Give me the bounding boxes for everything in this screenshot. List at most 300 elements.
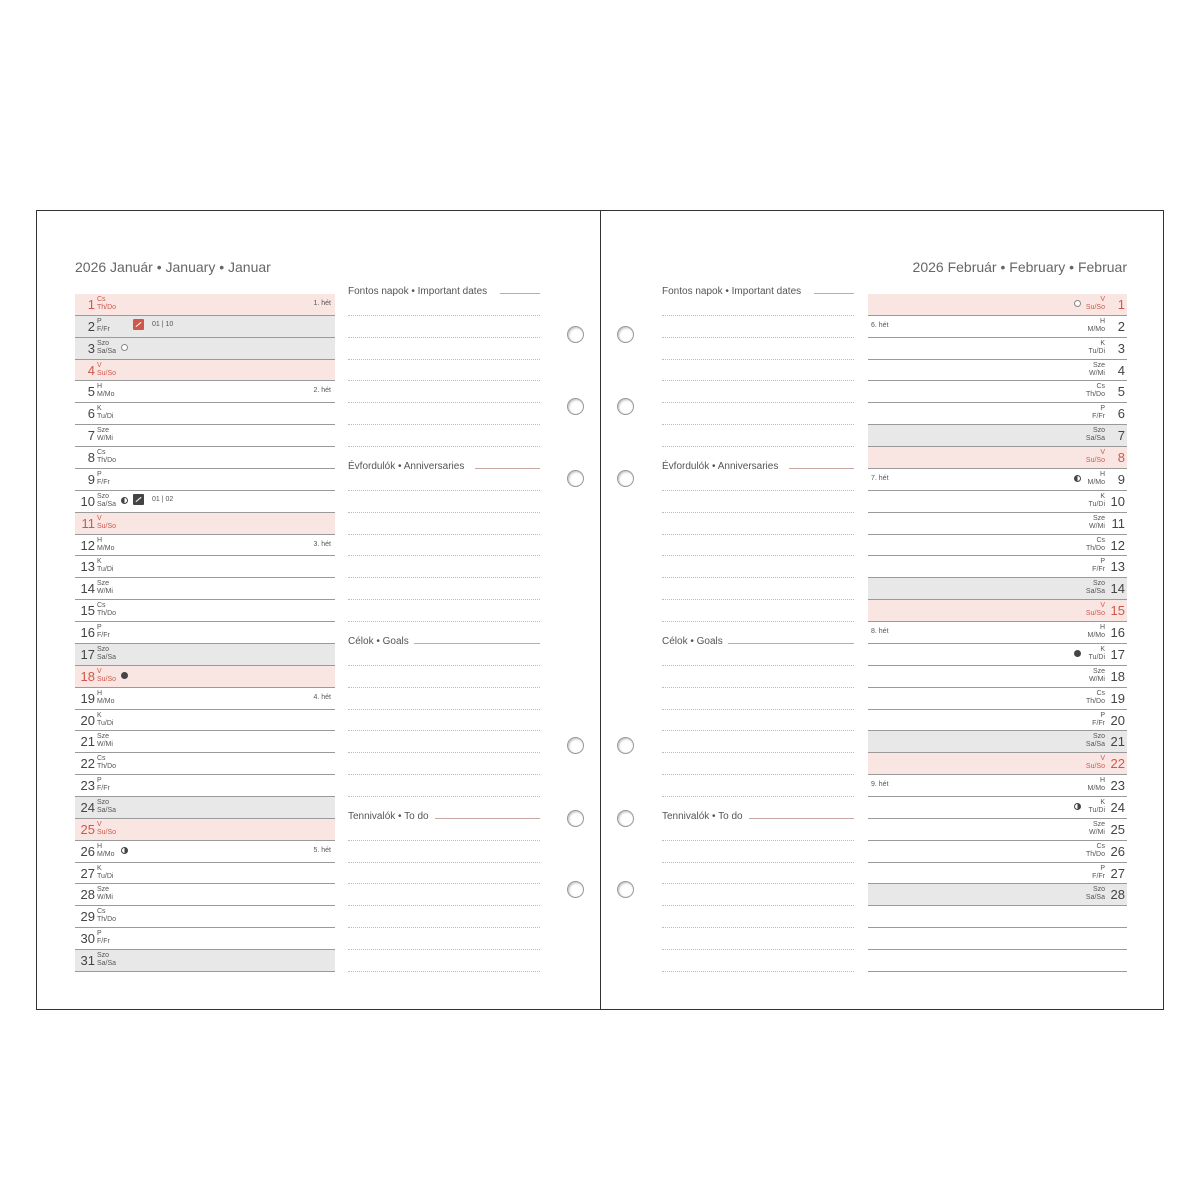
full-moon-icon bbox=[1074, 300, 1081, 307]
writing-line bbox=[348, 621, 540, 622]
writing-line bbox=[348, 380, 540, 381]
weekday-abbrev bbox=[97, 821, 116, 837]
day-number: 11 bbox=[1111, 515, 1125, 531]
day-row bbox=[75, 797, 335, 819]
day-row bbox=[75, 753, 335, 775]
day-number: 19 bbox=[80, 690, 95, 706]
day-number: 20 bbox=[80, 712, 95, 728]
weekday-abbrev bbox=[97, 383, 115, 399]
writing-line bbox=[662, 599, 854, 600]
weekday-abbrev bbox=[97, 427, 113, 443]
weekday-hu: V bbox=[1100, 449, 1105, 457]
weekday-en: Th/Do bbox=[1085, 697, 1105, 705]
weekday-en: Sa/Sa bbox=[1085, 588, 1105, 596]
writing-line bbox=[662, 512, 854, 513]
writing-line bbox=[662, 534, 854, 535]
punch-hole bbox=[617, 810, 634, 827]
day-row bbox=[868, 491, 1127, 513]
punch-hole bbox=[617, 470, 634, 487]
weekday-hu: H bbox=[97, 536, 103, 544]
weekday-en: M/Mo bbox=[97, 850, 115, 858]
day-number: 31 bbox=[80, 953, 95, 969]
day-row bbox=[868, 666, 1127, 688]
day-number: 25 bbox=[80, 821, 95, 837]
weekday-hu: Cs bbox=[97, 755, 106, 763]
weekday-abbrev bbox=[1089, 821, 1105, 837]
day-row bbox=[868, 360, 1127, 382]
weekday-en: W/Mi bbox=[1089, 675, 1105, 683]
weekday-hu: P bbox=[97, 777, 102, 785]
weekday-abbrev bbox=[97, 712, 113, 728]
weekday-hu: K bbox=[1100, 339, 1105, 347]
weekday-en: Tu/Di bbox=[97, 413, 114, 421]
weekday-hu: Sze bbox=[97, 580, 110, 588]
weekday-en: Th/Do bbox=[1085, 391, 1105, 399]
weekday-hu: V bbox=[97, 667, 102, 675]
day-row bbox=[868, 403, 1127, 425]
goals-label: Célok • Goals bbox=[662, 636, 729, 647]
weekday-hu: P bbox=[97, 930, 102, 938]
day-number: 20 bbox=[1110, 712, 1125, 728]
weekday-hu: V bbox=[97, 361, 102, 369]
weekday-hu: K bbox=[1100, 799, 1105, 806]
section-rule bbox=[749, 818, 854, 819]
weekday-abbrev bbox=[97, 602, 116, 618]
section-rule bbox=[500, 293, 540, 294]
writing-line bbox=[662, 621, 854, 622]
important-dates-header-right bbox=[662, 286, 854, 297]
weekday-hu: Szo bbox=[1092, 886, 1105, 894]
weekday-abbrev bbox=[1086, 602, 1105, 618]
day-row bbox=[868, 710, 1127, 732]
weekday-abbrev bbox=[1088, 777, 1106, 793]
weekday-hu: K bbox=[97, 711, 102, 719]
weekday-en: Th/Do bbox=[97, 916, 117, 924]
day-row bbox=[75, 644, 335, 666]
weekday-hu: Sze bbox=[1092, 514, 1105, 522]
weekday-hu: P bbox=[97, 317, 102, 325]
weekday-en: F/Fr bbox=[97, 325, 110, 333]
day-row bbox=[868, 884, 1127, 906]
weekday-abbrev bbox=[97, 843, 115, 859]
anniversaries-header-right bbox=[662, 461, 854, 472]
day-row bbox=[868, 688, 1127, 710]
day-row bbox=[75, 491, 335, 513]
last-quarter-moon-icon bbox=[121, 497, 128, 504]
writing-line bbox=[348, 446, 540, 447]
weekday-hu: Cs bbox=[1096, 536, 1105, 544]
day-row bbox=[75, 688, 335, 710]
weekday-en: Tu/Di bbox=[1088, 653, 1105, 661]
holiday-icon bbox=[133, 319, 144, 330]
weekday-abbrev bbox=[1092, 712, 1105, 728]
weekday-en: Th/Do bbox=[1085, 850, 1105, 858]
day-number: 10 bbox=[1110, 493, 1125, 509]
day-number: 28 bbox=[1110, 887, 1125, 903]
weekday-abbrev bbox=[1089, 340, 1105, 356]
todo-label: Tennivalók • To do bbox=[662, 811, 749, 822]
writing-line bbox=[348, 687, 540, 688]
writing-line bbox=[348, 883, 540, 884]
day-row bbox=[868, 513, 1127, 535]
first-quarter-moon-icon bbox=[121, 847, 128, 854]
weekday-abbrev bbox=[1088, 624, 1106, 640]
writing-line bbox=[662, 949, 854, 950]
weekday-en: M/Mo bbox=[1087, 325, 1105, 333]
day-number: 24 bbox=[80, 800, 95, 815]
day-number: 13 bbox=[1110, 559, 1125, 575]
punch-hole bbox=[617, 881, 634, 898]
day-number: 10 bbox=[80, 493, 95, 509]
weekday-hu: K bbox=[97, 558, 102, 566]
day-number: 12 bbox=[80, 537, 95, 553]
day-row bbox=[75, 731, 335, 753]
weekday-en: Tu/Di bbox=[97, 719, 114, 727]
day-number: 22 bbox=[1110, 756, 1125, 772]
new-moon-icon bbox=[1074, 650, 1081, 657]
weekday-abbrev bbox=[1086, 690, 1105, 706]
day-row bbox=[75, 403, 335, 425]
weekday-abbrev bbox=[1089, 362, 1105, 378]
last-quarter-moon-icon bbox=[1074, 475, 1081, 482]
weekday-abbrev bbox=[97, 296, 116, 312]
weekday-en: Su/So bbox=[97, 369, 117, 377]
day-number: 2 bbox=[1117, 318, 1125, 334]
weekday-en: F/Fr bbox=[97, 938, 110, 946]
week-number: 9. hét bbox=[871, 781, 889, 789]
writing-line bbox=[662, 883, 854, 884]
day-row bbox=[868, 775, 1127, 797]
writing-line bbox=[348, 315, 540, 316]
weekday-en: M/Mo bbox=[97, 544, 115, 552]
weekday-abbrev bbox=[1086, 886, 1105, 902]
weekday-abbrev bbox=[97, 580, 113, 596]
weekday-abbrev bbox=[1086, 755, 1105, 771]
weekday-en: M/Mo bbox=[1087, 632, 1105, 640]
day-row bbox=[868, 644, 1127, 666]
day-number: 12 bbox=[1110, 537, 1125, 553]
day-row bbox=[75, 819, 335, 841]
writing-line bbox=[348, 577, 540, 578]
important-dates-header-left bbox=[348, 286, 540, 297]
weekday-en: Su/So bbox=[1085, 763, 1105, 771]
weekday-abbrev bbox=[1089, 668, 1105, 684]
february-title: 2026 Február • February • Februar bbox=[912, 259, 1127, 275]
day-number: 19 bbox=[1110, 690, 1125, 706]
weekday-abbrev bbox=[1088, 471, 1106, 487]
weekday-en: Th/Do bbox=[97, 610, 117, 618]
punch-hole bbox=[567, 737, 584, 754]
writing-line bbox=[662, 774, 854, 775]
writing-line bbox=[348, 337, 540, 338]
weekday-abbrev bbox=[97, 515, 116, 531]
weekday-hu: P bbox=[1100, 405, 1105, 413]
day-row bbox=[868, 535, 1127, 557]
day-number: 29 bbox=[80, 909, 95, 925]
writing-line bbox=[662, 796, 854, 797]
weekday-hu: H bbox=[97, 383, 103, 391]
weekday-hu: V bbox=[1100, 602, 1105, 610]
section-rule bbox=[789, 468, 854, 469]
weekday-hu: K bbox=[97, 405, 102, 413]
week-number: 6. hét bbox=[871, 321, 889, 329]
day-row bbox=[868, 841, 1127, 863]
writing-line bbox=[348, 927, 540, 928]
weekday-en: Sa/Sa bbox=[97, 960, 117, 968]
week-number: 1. hét bbox=[313, 300, 331, 307]
weekday-hu: H bbox=[1099, 624, 1105, 632]
weekday-en: Th/Do bbox=[1085, 544, 1105, 552]
anniversaries-label: Évfordulók • Anniversaries bbox=[348, 461, 470, 472]
weekday-en: Sa/Sa bbox=[97, 347, 117, 355]
weekday-en: Sa/Sa bbox=[1085, 894, 1105, 902]
day-number: 1 bbox=[87, 297, 95, 312]
week-number: 3. hét bbox=[313, 540, 331, 548]
writing-line bbox=[348, 512, 540, 513]
day-row bbox=[75, 906, 335, 928]
writing-line bbox=[662, 337, 854, 338]
weekday-hu: P bbox=[97, 624, 102, 632]
day-number: 7 bbox=[87, 428, 95, 444]
writing-line bbox=[348, 490, 540, 491]
day-row bbox=[75, 666, 335, 688]
blank-row bbox=[868, 906, 1127, 928]
weekday-hu: Cs bbox=[1096, 842, 1105, 850]
blank-row bbox=[868, 950, 1127, 972]
goals-header-right bbox=[662, 636, 854, 647]
weekday-en: Sa/Sa bbox=[1085, 741, 1105, 749]
weekday-hu: Szo bbox=[1092, 427, 1105, 435]
day-number: 8 bbox=[1117, 450, 1125, 466]
writing-line bbox=[662, 971, 854, 972]
week-number: 4. hét bbox=[313, 693, 331, 701]
day-row bbox=[868, 381, 1127, 403]
weekday-en: Tu/Di bbox=[1088, 500, 1105, 508]
section-rule bbox=[475, 468, 540, 469]
weekday-en: M/Mo bbox=[97, 391, 115, 399]
writing-line bbox=[348, 402, 540, 403]
weekday-abbrev bbox=[97, 799, 116, 815]
weekday-abbrev bbox=[97, 930, 110, 946]
writing-line bbox=[662, 424, 854, 425]
day-number: 6 bbox=[1117, 406, 1125, 422]
todo-label: Tennivalók • To do bbox=[348, 811, 435, 822]
punch-hole bbox=[617, 737, 634, 754]
weekday-hu: P bbox=[97, 470, 102, 478]
punch-hole bbox=[567, 398, 584, 415]
writing-line bbox=[662, 359, 854, 360]
workday-icon bbox=[133, 494, 144, 505]
day-number: 23 bbox=[1110, 778, 1125, 794]
weekday-en: Sa/Sa bbox=[97, 653, 117, 661]
weekday-abbrev bbox=[97, 865, 113, 881]
weekday-en: F/Fr bbox=[1092, 566, 1105, 574]
weekday-hu: Cs bbox=[1096, 383, 1105, 391]
weekday-hu: Sze bbox=[97, 886, 110, 894]
weekday-en: M/Mo bbox=[1087, 785, 1105, 793]
day-number: 5 bbox=[87, 384, 95, 400]
weekday-abbrev bbox=[97, 405, 113, 421]
weekday-abbrev bbox=[1086, 383, 1105, 399]
writing-line bbox=[348, 555, 540, 556]
weekday-en: F/Fr bbox=[97, 478, 110, 486]
weekday-hu: P bbox=[1100, 864, 1105, 872]
new-moon-icon bbox=[121, 672, 128, 679]
section-rule bbox=[814, 293, 854, 294]
weekday-en: W/Mi bbox=[1089, 369, 1105, 377]
day-number: 17 bbox=[80, 646, 95, 662]
writing-line bbox=[348, 424, 540, 425]
day-number: 4 bbox=[1117, 362, 1125, 378]
weekday-abbrev bbox=[97, 471, 110, 487]
writing-line bbox=[662, 730, 854, 731]
anniversaries-header-left bbox=[348, 461, 540, 472]
weekday-en: Su/So bbox=[1085, 610, 1105, 618]
section-rule bbox=[414, 643, 540, 644]
day-row bbox=[75, 294, 335, 316]
weekday-en: W/Mi bbox=[97, 894, 113, 902]
day-number: 26 bbox=[1110, 843, 1125, 859]
day-row bbox=[868, 753, 1127, 775]
day-row bbox=[868, 425, 1127, 447]
writing-line bbox=[348, 752, 540, 753]
writing-line bbox=[348, 774, 540, 775]
day-row bbox=[868, 622, 1127, 644]
day-row bbox=[75, 775, 335, 797]
writing-line bbox=[348, 840, 540, 841]
writing-line bbox=[662, 665, 854, 666]
weekday-en: Su/So bbox=[97, 675, 117, 683]
weekday-abbrev bbox=[97, 646, 116, 662]
punch-hole bbox=[567, 810, 584, 827]
weekday-hu: Cs bbox=[97, 602, 106, 610]
day-number: 3 bbox=[1117, 340, 1125, 356]
day-number: 26 bbox=[80, 843, 95, 859]
day-number: 27 bbox=[80, 865, 95, 881]
day-row bbox=[75, 469, 335, 491]
weekday-abbrev bbox=[97, 449, 116, 465]
weekday-hu: Szo bbox=[97, 952, 110, 960]
weekday-hu: Sze bbox=[97, 427, 110, 435]
weekday-abbrev bbox=[97, 952, 116, 968]
weekday-abbrev bbox=[97, 908, 116, 924]
weekday-hu: P bbox=[1100, 711, 1105, 719]
day-row bbox=[75, 556, 335, 578]
day-row bbox=[75, 513, 335, 535]
weekday-abbrev bbox=[1089, 515, 1105, 531]
weekday-hu: H bbox=[1099, 470, 1105, 478]
day-number: 16 bbox=[1110, 625, 1125, 641]
writing-line bbox=[348, 534, 540, 535]
weekday-hu: P bbox=[1100, 558, 1105, 566]
weekday-abbrev bbox=[1086, 843, 1105, 859]
weekday-hu: K bbox=[1100, 492, 1105, 500]
weekday-hu: V bbox=[1100, 296, 1105, 303]
day-row bbox=[75, 884, 335, 906]
writing-line bbox=[662, 315, 854, 316]
day-row bbox=[75, 381, 335, 403]
day-number: 28 bbox=[80, 887, 95, 903]
writing-line bbox=[348, 949, 540, 950]
writing-line bbox=[662, 752, 854, 753]
weekday-hu: H bbox=[1099, 777, 1105, 785]
day-row bbox=[75, 863, 335, 885]
weekday-hu: H bbox=[97, 842, 103, 850]
weekday-en: W/Mi bbox=[1089, 522, 1105, 530]
day-number: 15 bbox=[80, 603, 95, 619]
section-rule bbox=[728, 643, 854, 644]
day-number: 13 bbox=[80, 559, 95, 575]
important-dates-label: Fontos napok • Important dates bbox=[662, 286, 807, 297]
weekday-hu: Sze bbox=[97, 733, 110, 741]
weekday-hu: Cs bbox=[97, 908, 106, 916]
writing-line bbox=[662, 862, 854, 863]
day-row bbox=[75, 710, 335, 732]
weekday-en: F/Fr bbox=[97, 785, 110, 793]
week-number: 7. hét bbox=[871, 474, 889, 482]
day-number: 15 bbox=[1110, 603, 1125, 619]
writing-line bbox=[348, 971, 540, 972]
day-row bbox=[868, 600, 1127, 622]
writing-line bbox=[662, 490, 854, 491]
day-row bbox=[75, 360, 335, 382]
weekday-en: Tu/Di bbox=[1088, 807, 1105, 814]
day-row bbox=[868, 338, 1127, 360]
weekday-en: M/Mo bbox=[1087, 478, 1105, 486]
goals-label: Célok • Goals bbox=[348, 636, 415, 647]
weekday-en: Th/Do bbox=[97, 763, 117, 771]
writing-line bbox=[662, 905, 854, 906]
weekday-en: F/Fr bbox=[1092, 719, 1105, 727]
weekday-abbrev bbox=[1086, 449, 1105, 465]
writing-line bbox=[662, 927, 854, 928]
weekday-abbrev bbox=[1088, 318, 1106, 334]
weekday-abbrev bbox=[1092, 558, 1105, 574]
weekday-en: Tu/Di bbox=[1088, 347, 1105, 355]
weekday-abbrev bbox=[97, 777, 110, 793]
weekday-hu: K bbox=[97, 864, 102, 872]
week-number: 2. hét bbox=[313, 387, 331, 395]
january-title: 2026 Január • January • Januar bbox=[75, 259, 271, 275]
weekday-en: Sa/Sa bbox=[97, 807, 117, 814]
anniversaries-label: Évfordulók • Anniversaries bbox=[662, 461, 784, 472]
day-row bbox=[868, 797, 1127, 819]
weekday-en: Th/Do bbox=[97, 457, 117, 465]
weekday-en: Sa/Sa bbox=[97, 500, 117, 508]
weekday-hu: Szo bbox=[97, 645, 110, 653]
weekday-en: Su/So bbox=[1085, 457, 1105, 465]
writing-line bbox=[348, 862, 540, 863]
page-fold bbox=[600, 210, 601, 1010]
todo-header-left bbox=[348, 811, 540, 822]
weekday-abbrev bbox=[1086, 537, 1105, 553]
day-row bbox=[75, 841, 335, 863]
day-number: 16 bbox=[80, 625, 95, 641]
punch-hole bbox=[617, 326, 634, 343]
day-number: 5 bbox=[1117, 384, 1125, 400]
weekday-abbrev bbox=[1086, 296, 1105, 312]
blank-row bbox=[868, 928, 1127, 950]
weekday-en: F/Fr bbox=[97, 632, 110, 640]
day-row bbox=[75, 425, 335, 447]
weekday-hu: Sze bbox=[1092, 820, 1105, 828]
weekday-en: Su/So bbox=[97, 828, 117, 836]
weekday-hu: H bbox=[97, 689, 103, 697]
weekday-hu: Szo bbox=[1092, 733, 1105, 741]
writing-line bbox=[662, 687, 854, 688]
weekday-abbrev bbox=[1086, 427, 1105, 443]
writing-line bbox=[662, 402, 854, 403]
